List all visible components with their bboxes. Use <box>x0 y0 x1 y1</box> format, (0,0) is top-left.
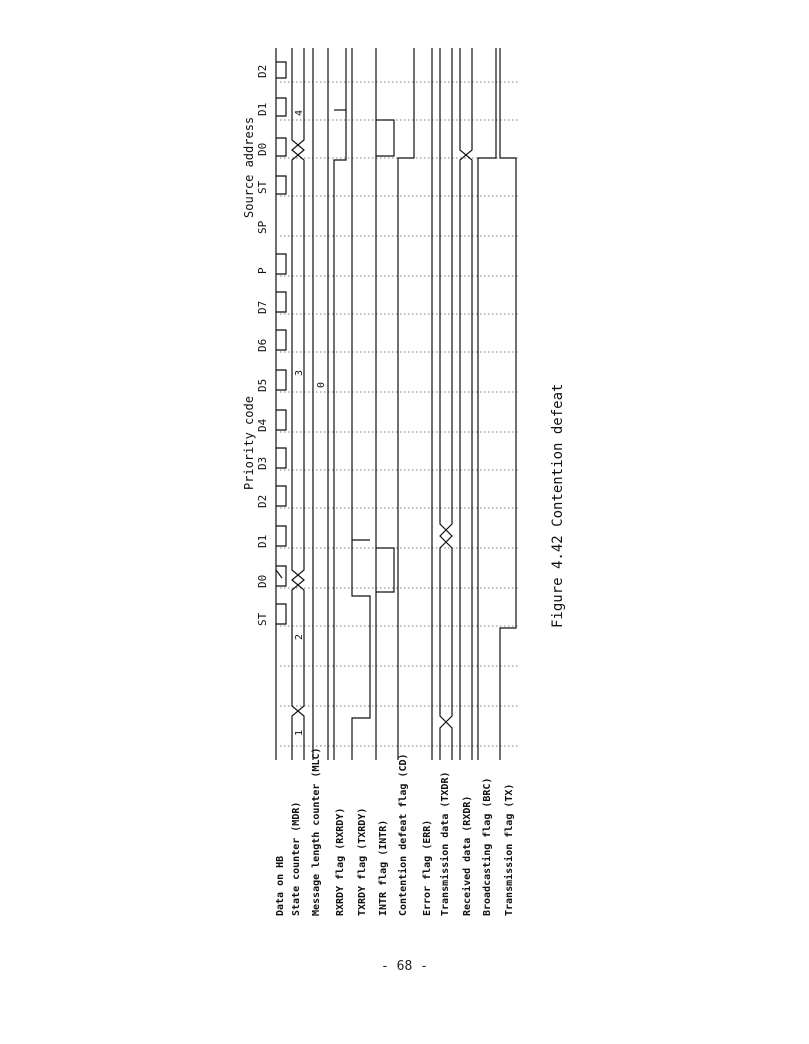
bit-label: D1 <box>256 102 269 116</box>
bit-label: D3 <box>256 456 269 470</box>
signal-label: Broadcasting flag (BRC) <box>482 777 493 916</box>
bit-label: D2 <box>256 64 269 78</box>
bit-label: D1 <box>256 534 269 548</box>
bit-label: ST <box>256 180 269 194</box>
state-value: 1 <box>294 729 305 736</box>
bit-label: D2 <box>256 494 269 508</box>
source-address-label: Source address <box>242 116 256 218</box>
signal-label: State counter (MDR) <box>291 801 302 916</box>
bit-label: P <box>256 267 269 274</box>
signal-label: Error flag (ERR) <box>422 819 433 916</box>
signal-label: TXRDY flag (TXRDY) <box>357 807 368 916</box>
bit-label: D6 <box>256 338 269 352</box>
state-values <box>294 110 327 736</box>
signal-labels <box>275 747 515 916</box>
signal-label: Message length counter (MLC) <box>311 747 322 916</box>
page-number: - 68 - <box>381 959 428 974</box>
waveforms <box>276 48 516 760</box>
bit-label: D7 <box>256 300 269 314</box>
mlc-value: 0 <box>316 381 327 388</box>
bit-label: D4 <box>256 418 269 432</box>
state-value: 3 <box>294 369 305 376</box>
group-labels <box>242 117 256 490</box>
time-grid <box>280 82 520 746</box>
signal-label: Transmission data (TXDR) <box>440 771 451 916</box>
bit-label: SP <box>256 220 269 234</box>
bit-labels <box>256 65 269 626</box>
signal-label: Received data (RXDR) <box>462 795 473 916</box>
state-value: 4 <box>294 109 305 116</box>
priority-code-label: Priority code <box>242 396 256 490</box>
state-value: 2 <box>294 633 305 640</box>
signal-label: Data on HB <box>275 855 286 916</box>
bit-label: D5 <box>256 378 269 392</box>
signal-label: Transmission flag (TX) <box>504 783 515 916</box>
signal-label: Contention defeat flag (CD) <box>398 753 409 916</box>
bit-label: D0 <box>256 574 269 588</box>
signal-label: INTR flag (INTR) <box>378 819 389 916</box>
signal-label: RXRDY flag (RXRDY) <box>335 807 346 916</box>
bit-label: ST <box>256 612 269 626</box>
bit-label: D0 <box>256 142 269 156</box>
figure-caption: Figure 4.42 Contention defeat <box>550 383 566 628</box>
